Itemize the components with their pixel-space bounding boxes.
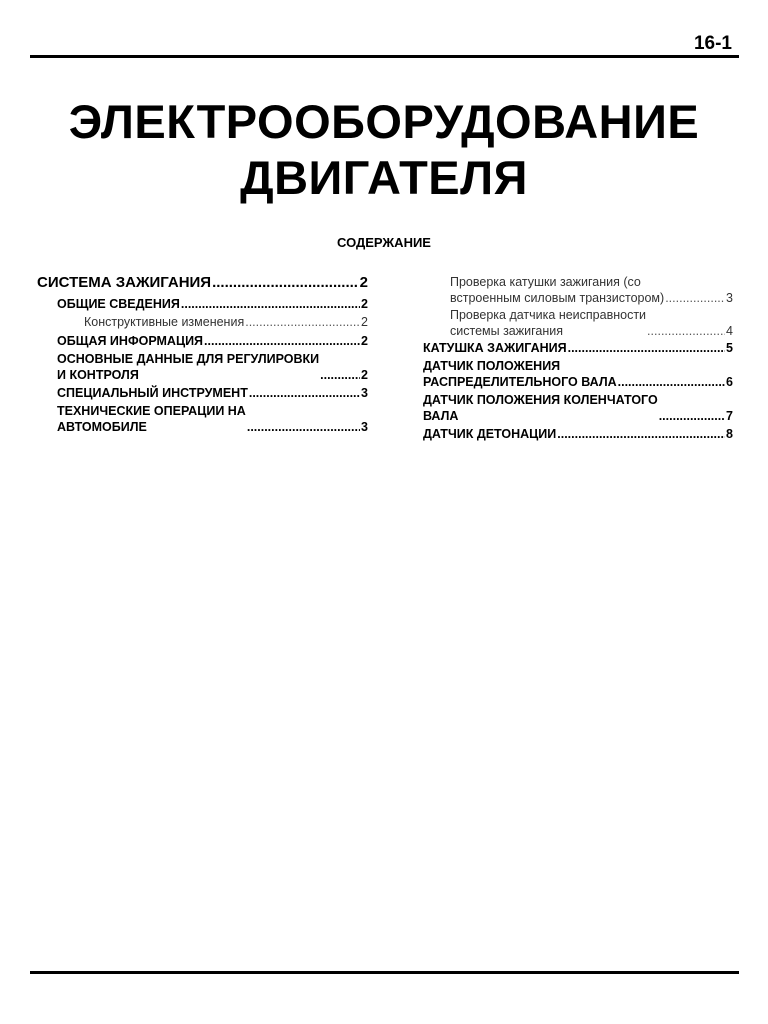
toc-entry-adjustment-data[interactable]	[37, 351, 368, 383]
contents-heading: СОДЕРЖАНИЕ	[337, 235, 431, 250]
toc-entry-title	[450, 307, 646, 339]
toc-entry-title: КАТУШКА ЗАЖИГАНИЯ	[423, 341, 567, 355]
toc-entry-title-line-2: ВАЛА	[423, 409, 459, 423]
toc-entry-fault-sensor-check[interactable]	[423, 307, 733, 339]
toc-entry-title-line-2: РАСПРЕДЕЛИТЕЛЬНОГО ВАЛА	[423, 375, 617, 389]
toc-entry-page: 3	[361, 420, 368, 434]
toc-entry-page: 2	[361, 315, 368, 329]
toc-entry-page: 6	[726, 375, 733, 389]
toc-entry-page: 2	[361, 334, 368, 348]
toc-entry-title-line-2: И КОНТРОЛЯ	[57, 368, 139, 382]
toc-entry-title-line-1: ТЕХНИЧЕСКИЕ ОПЕРАЦИИ НА	[57, 404, 246, 418]
toc-leader-dots	[204, 333, 360, 349]
toc-entry-title-line-1: Проверка катушки зажигания (со	[450, 275, 641, 289]
toc-entry-page: 2	[361, 297, 368, 311]
toc-leader-dots	[212, 272, 359, 294]
toc-entry-title-line-2: встроенным силовым транзистором)	[450, 291, 665, 305]
toc-entry-general[interactable]	[37, 296, 368, 312]
toc-entry-ignition-system[interactable]	[37, 272, 368, 294]
footer-rule	[30, 971, 739, 974]
toc-leader-dots	[557, 426, 725, 442]
toc-entry-title	[57, 351, 319, 383]
toc-entry-title: ОБЩАЯ ИНФОРМАЦИЯ	[57, 334, 204, 348]
toc-entry-title	[423, 358, 617, 390]
toc-leader-dots	[320, 367, 360, 383]
page-number: 16-1	[693, 33, 732, 54]
toc-entry-title-line-1: Проверка датчика неисправности	[450, 308, 647, 322]
toc-leader-dots	[568, 340, 725, 356]
toc-entry-title-line-1: ДАТЧИК ПОЛОЖЕНИЯ КОЛЕНЧАТОГО	[423, 393, 658, 407]
toc-leader-dots	[245, 314, 360, 330]
toc-leader-dots	[247, 419, 360, 435]
toc-entry-design-changes[interactable]	[37, 314, 368, 330]
toc-leader-dots	[181, 296, 360, 312]
toc-entry-page: 7	[726, 409, 733, 423]
toc-leader-dots	[659, 408, 725, 424]
toc-entry-title	[450, 274, 664, 306]
toc-entry-knock-sensor[interactable]	[423, 426, 733, 442]
toc-leader-dots	[647, 323, 725, 339]
toc-entry-special-tools[interactable]	[37, 385, 368, 401]
toc-entry-on-vehicle-operations[interactable]	[37, 403, 368, 435]
toc-entry-page: 3	[726, 291, 733, 305]
toc-entry-title-line-2: системы зажигания	[450, 324, 563, 338]
toc-entry-page: 2	[359, 274, 368, 291]
toc-left-column	[37, 272, 368, 437]
toc-entry-title	[57, 403, 246, 435]
toc-entry-title: СИСТЕМА ЗАЖИГАНИЯ	[37, 274, 212, 291]
toc-entry-title: ОБЩИЕ СВЕДЕНИЯ	[57, 297, 180, 311]
title-line-1: ЭЛЕКТРООБОРУДОВАНИЕ	[68, 95, 700, 148]
toc-entry-page: 8	[726, 427, 733, 441]
toc-entry-general-info[interactable]	[37, 333, 368, 349]
toc-entry-page: 5	[726, 341, 733, 355]
toc-entry-camshaft-sensor[interactable]	[423, 358, 733, 390]
toc-leader-dots	[618, 374, 725, 390]
toc-entry-page: 2	[361, 368, 368, 382]
header-rule	[30, 55, 739, 58]
title-line-2: ДВИГАТЕЛЯ	[240, 151, 528, 204]
toc-entry-title: ДАТЧИК ДЕТОНАЦИИ	[423, 427, 557, 441]
toc-entry-coil-check[interactable]	[423, 274, 733, 306]
toc-entry-page: 4	[726, 324, 733, 338]
toc-entry-page: 3	[361, 386, 368, 400]
toc-entry-title: СПЕЦИАЛЬНЫЙ ИНСТРУМЕНТ	[57, 386, 248, 400]
toc-entry-ignition-coil[interactable]	[423, 340, 733, 356]
toc-entry-title: Конструктивные изменения	[84, 315, 245, 329]
toc-entry-title-line-2: АВТОМОБИЛЕ	[57, 420, 147, 434]
toc-entry-title-line-1: ДАТЧИК ПОЛОЖЕНИЯ	[423, 359, 561, 373]
toc-leader-dots	[249, 385, 360, 401]
toc-entry-crankshaft-sensor[interactable]	[423, 392, 733, 424]
toc-entry-title-line-1: ОСНОВНЫЕ ДАННЫЕ ДЛЯ РЕГУЛИРОВКИ	[57, 352, 320, 366]
document-title	[0, 94, 768, 206]
toc-entry-title	[423, 392, 658, 424]
toc-leader-dots	[665, 290, 725, 306]
toc-right-column	[423, 274, 733, 444]
